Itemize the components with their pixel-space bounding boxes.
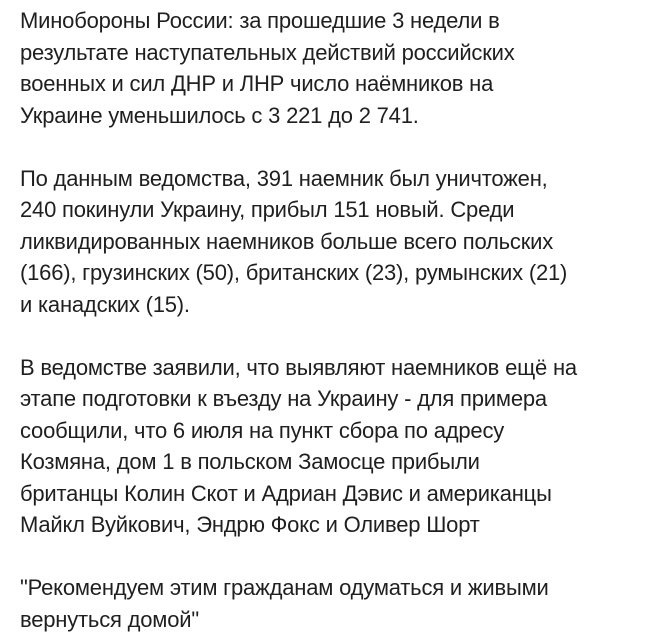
text-line: результате наступательных действий российских — [20, 39, 515, 65]
text-line: "Рекомендуем этим гражданам одуматься и живыми — [20, 575, 549, 600]
paragraph-statistics — [20, 163, 660, 321]
paragraph-quote — [20, 572, 660, 635]
paragraph-details — [20, 352, 660, 541]
post-text — [20, 5, 660, 635]
text-line: военных и сил ДНР и ЛНР число наёмников на — [20, 71, 494, 96]
text-line: вернуться домой" — [20, 606, 199, 632]
text-line: Майкл Вуйкович, Эндрю Фокс и Оливер Шорт — [20, 512, 480, 537]
text-line: Козмяна, дом 1 в польском Замосце прибыли — [20, 449, 480, 474]
text-line: 240 покинули Украину, прибыл 151 новый. Среди — [20, 197, 515, 222]
text-line: ликвидированных наемников больше всего польских — [20, 228, 554, 254]
text-line: По данным ведомства, 391 наемник был уничтожен, — [20, 165, 548, 191]
text-line: британцы Колин Скот и Адриан Дэвис и американцы — [20, 480, 552, 506]
text-line: Минобороны России: за прошедшие 3 недели в — [20, 8, 500, 33]
text-line: этапе подготовки к въезду на Украину - для примера — [20, 386, 547, 411]
text-line: сообщили, что 6 июля на пункт сбора по адресу — [20, 417, 505, 443]
paragraph-summary — [20, 5, 660, 131]
text-line: (166), грузинских (50), британских (23), румынских (21) — [20, 260, 568, 285]
text-line: и канадских (15). — [20, 291, 190, 317]
text-line: В ведомстве заявили, что выявляют наемников ещё на — [20, 354, 577, 380]
text-line: Украине уменьшилось с 3 221 до 2 741. — [20, 102, 419, 128]
